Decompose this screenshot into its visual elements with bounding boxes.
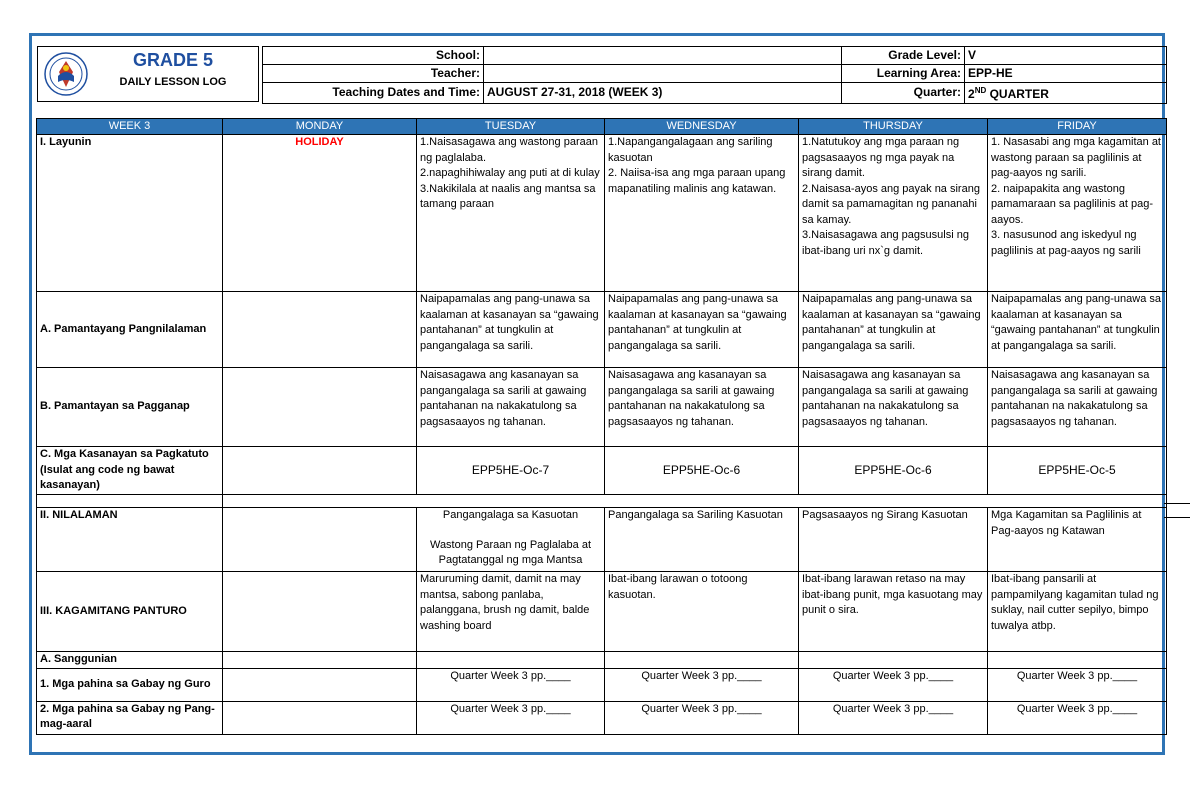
friday-layunin: 1. Nasasabi ang mga kagamitan at wastong paraan sa paglilinis at pag-aayos ng sarili. 2. naipapakita ang wastong pamamaraan sa paglilinis at pag-aayos. 3. nasusunod ang iskedyul ng paglilinis at pag-aayos ng sarili xyxy=(988,135,1167,292)
table-row xyxy=(37,572,1167,652)
tuesday-code: EPP5HE-Oc-7 xyxy=(417,447,605,495)
dates-label: Teaching Dates and Time: xyxy=(263,83,484,104)
col-thursday: THURSDAY xyxy=(799,119,988,135)
table-row xyxy=(37,508,1167,572)
table-row xyxy=(37,292,1167,368)
thursday-code: EPP5HE-Oc-6 xyxy=(799,447,988,495)
wednesday-pagganap: Naisasagawa ang kasanayan sa pangangalaga sa sarili at gawaing pantahanan na nakakatulong sa pagsasaayos ng tahanan. xyxy=(605,368,799,447)
spacer-cell xyxy=(223,495,1167,508)
quarter-value: 2ND QUARTER xyxy=(965,83,1167,104)
header-info-table xyxy=(262,46,1167,104)
row-label-gabay-mag-aaral: 2. Mga pahina sa Gabay ng Pang-mag-aaral xyxy=(37,701,223,734)
lesson-log-table xyxy=(36,118,1167,735)
monday-holiday: HOLIDAY xyxy=(223,135,417,292)
monday-cell xyxy=(223,652,417,669)
thursday-pagganap: Naisasagawa ang kasanayan sa pangangalaga sa sarili at gawaing pantahanan na nakakatulong sa pagsasaayos ng tahanan. xyxy=(799,368,988,447)
teacher-label: Teacher: xyxy=(263,65,484,83)
grade-level-label: Grade Level: xyxy=(842,47,965,65)
tuesday-pangnilalaman: Naipapamalas ang pang-unawa sa kaalaman at kasanayan sa “gawaing pantahanan” at tungkulin at pangangalaga sa sarili. xyxy=(417,292,605,368)
row-label-kagamitan: III. KAGAMITANG PANTURO xyxy=(37,572,223,652)
monday-cell xyxy=(223,292,417,368)
tuesday-cell xyxy=(417,652,605,669)
row-label-kasanayan: C. Mga Kasanayan sa Pagkatuto (Isulat ang code ng bawat kasanayan) xyxy=(37,447,223,495)
teacher-value xyxy=(484,65,842,83)
monday-cell xyxy=(223,668,417,701)
grade-level-value: V xyxy=(965,47,1167,65)
col-week: WEEK 3 xyxy=(37,119,223,135)
col-friday: FRIDAY xyxy=(988,119,1167,135)
table-row xyxy=(37,368,1167,447)
row-label-pagganap: B. Pamantayan sa Pagganap xyxy=(37,368,223,447)
spacer-cell xyxy=(37,495,223,508)
table-row xyxy=(37,447,1167,495)
friday-pangnilalaman: Naipapamalas ang pang-unawa sa kaalaman at kasanayan sa “gawaing pantahanan” at tungkulin at pangangalaga sa sarili. xyxy=(988,292,1167,368)
learning-area-value: EPP-HE xyxy=(965,65,1167,83)
table-row xyxy=(37,701,1167,734)
monday-cell xyxy=(223,447,417,495)
monday-cell xyxy=(223,701,417,734)
row-label-pangnilalaman: A. Pamantayang Pangnilalaman xyxy=(37,292,223,368)
thursday-cell xyxy=(799,652,988,669)
wednesday-pangnilalaman: Naipapamalas ang pang-unawa sa kaalaman at kasanayan sa “gawaing pantahanan” at tungkulin at pangangalaga sa sarili. xyxy=(605,292,799,368)
learning-area-label: Learning Area: xyxy=(842,65,965,83)
row-label-gabay-guro: 1. Mga pahina sa Gabay ng Guro xyxy=(37,668,223,701)
col-wednesday: WEDNESDAY xyxy=(605,119,799,135)
friday-pagganap: Naisasagawa ang kasanayan sa pangangalaga sa sarili at gawaing pantahanan na nakakatulong sa pagsasaayos ng tahanan. xyxy=(988,368,1167,447)
friday-code: EPP5HE-Oc-5 xyxy=(988,447,1167,495)
monday-cell xyxy=(223,508,417,572)
tuesday-nilalaman: Pangangalaga sa Kasuotan Wastong Paraan ng Paglalaba at Pagtatanggal ng mga Mantsa xyxy=(417,508,605,572)
wednesday-nilalaman: Pangangalaga sa Sariling Kasuotan xyxy=(605,508,799,572)
row-label-nilalaman: II. NILALAMAN xyxy=(37,508,223,572)
friday-cell xyxy=(988,652,1167,669)
tuesday-pagganap: Naisasagawa ang kasanayan sa pangangalaga sa sarili at gawaing pantahanan na nakakatulong sa pagsasaayos ng tahanan. xyxy=(417,368,605,447)
tuesday-gabay-mag-aaral: Quarter Week 3 pp.____ xyxy=(417,701,605,734)
wednesday-kagamitan: Ibat-ibang larawan o totoong kasuotan. xyxy=(605,572,799,652)
school-value xyxy=(484,47,842,65)
wednesday-gabay-guro: Quarter Week 3 pp.____ xyxy=(605,668,799,701)
table-overflow-line xyxy=(1164,503,1190,504)
friday-gabay-mag-aaral: Quarter Week 3 pp.____ xyxy=(988,701,1167,734)
deped-seal-icon xyxy=(44,52,88,96)
dates-value: AUGUST 27-31, 2018 (WEEK 3) xyxy=(484,83,842,104)
table-row xyxy=(37,652,1167,669)
thursday-kagamitan: Ibat-ibang larawan retaso na may ibat-ibang punit, mga kasuotang may punit o sira. xyxy=(799,572,988,652)
tuesday-gabay-guro: Quarter Week 3 pp.____ xyxy=(417,668,605,701)
table-row xyxy=(37,668,1167,701)
wednesday-gabay-mag-aaral: Quarter Week 3 pp.____ xyxy=(605,701,799,734)
log-title: DAILY LESSON LOG xyxy=(119,76,227,88)
friday-gabay-guro: Quarter Week 3 pp.____ xyxy=(988,668,1167,701)
header-logo-block xyxy=(37,46,259,102)
school-label: School: xyxy=(263,47,484,65)
tuesday-kagamitan: Maruruming damit, damit na may mantsa, sabong panlaba, palanggana, brush ng damit, balde washing board xyxy=(417,572,605,652)
friday-nilalaman: Mga Kagamitan sa Paglilinis at Pag-aayos ng Katawan xyxy=(988,508,1167,572)
grade-title: GRADE 5 xyxy=(132,50,213,70)
monday-cell xyxy=(223,572,417,652)
row-label-layunin: I. Layunin xyxy=(37,135,223,292)
friday-kagamitan: Ibat-ibang pansarili at pampamilyang kagamitan tulad ng suklay, nail cutter sepilyo, bimpo tuwalya atbp. xyxy=(988,572,1167,652)
column-header-row xyxy=(37,119,1167,135)
thursday-nilalaman: Pagsasaayos ng Sirang Kasuotan xyxy=(799,508,988,572)
thursday-layunin: 1.Natutukoy ang mga paraan ng pagsasaayos ng mga payak na sirang damit. 2.Naisasa-ayos ang payak na sirang damit sa pamamagitan ng pananahi sa kamay. 3.Naisasagawa ang pagsusulsi ng ibat-ibang uri nx`g damit. xyxy=(799,135,988,292)
row-label-sanggunian: A. Sanggunian xyxy=(37,652,223,669)
col-monday: MONDAY xyxy=(223,119,417,135)
tuesday-layunin: 1.Naisasagawa ang wastong paraan ng paglalaba. 2.napaghihiwalay ang puti at di kulay 3.Nakikilala at naalis ang mantsa sa tamang paraan xyxy=(417,135,605,292)
thursday-gabay-guro: Quarter Week 3 pp.____ xyxy=(799,668,988,701)
table-row xyxy=(37,135,1167,292)
quarter-label: Quarter: xyxy=(842,83,965,104)
wednesday-code: EPP5HE-Oc-6 xyxy=(605,447,799,495)
spacer-row xyxy=(37,495,1167,508)
table-overflow-line xyxy=(1164,517,1190,518)
wednesday-cell xyxy=(605,652,799,669)
col-tuesday: TUESDAY xyxy=(417,119,605,135)
thursday-pangnilalaman: Naipapamalas ang pang-unawa sa kaalaman at kasanayan sa “gawaing pantahanan” at tungkulin at pangangalaga sa sarili. xyxy=(799,292,988,368)
wednesday-layunin: 1.Napangangalagaan ang sariling kasuotan 2. Naiisa-isa ang mga paraan upang mapanatiling malinis ang katawan. xyxy=(605,135,799,292)
monday-cell xyxy=(223,368,417,447)
thursday-gabay-mag-aaral: Quarter Week 3 pp.____ xyxy=(799,701,988,734)
